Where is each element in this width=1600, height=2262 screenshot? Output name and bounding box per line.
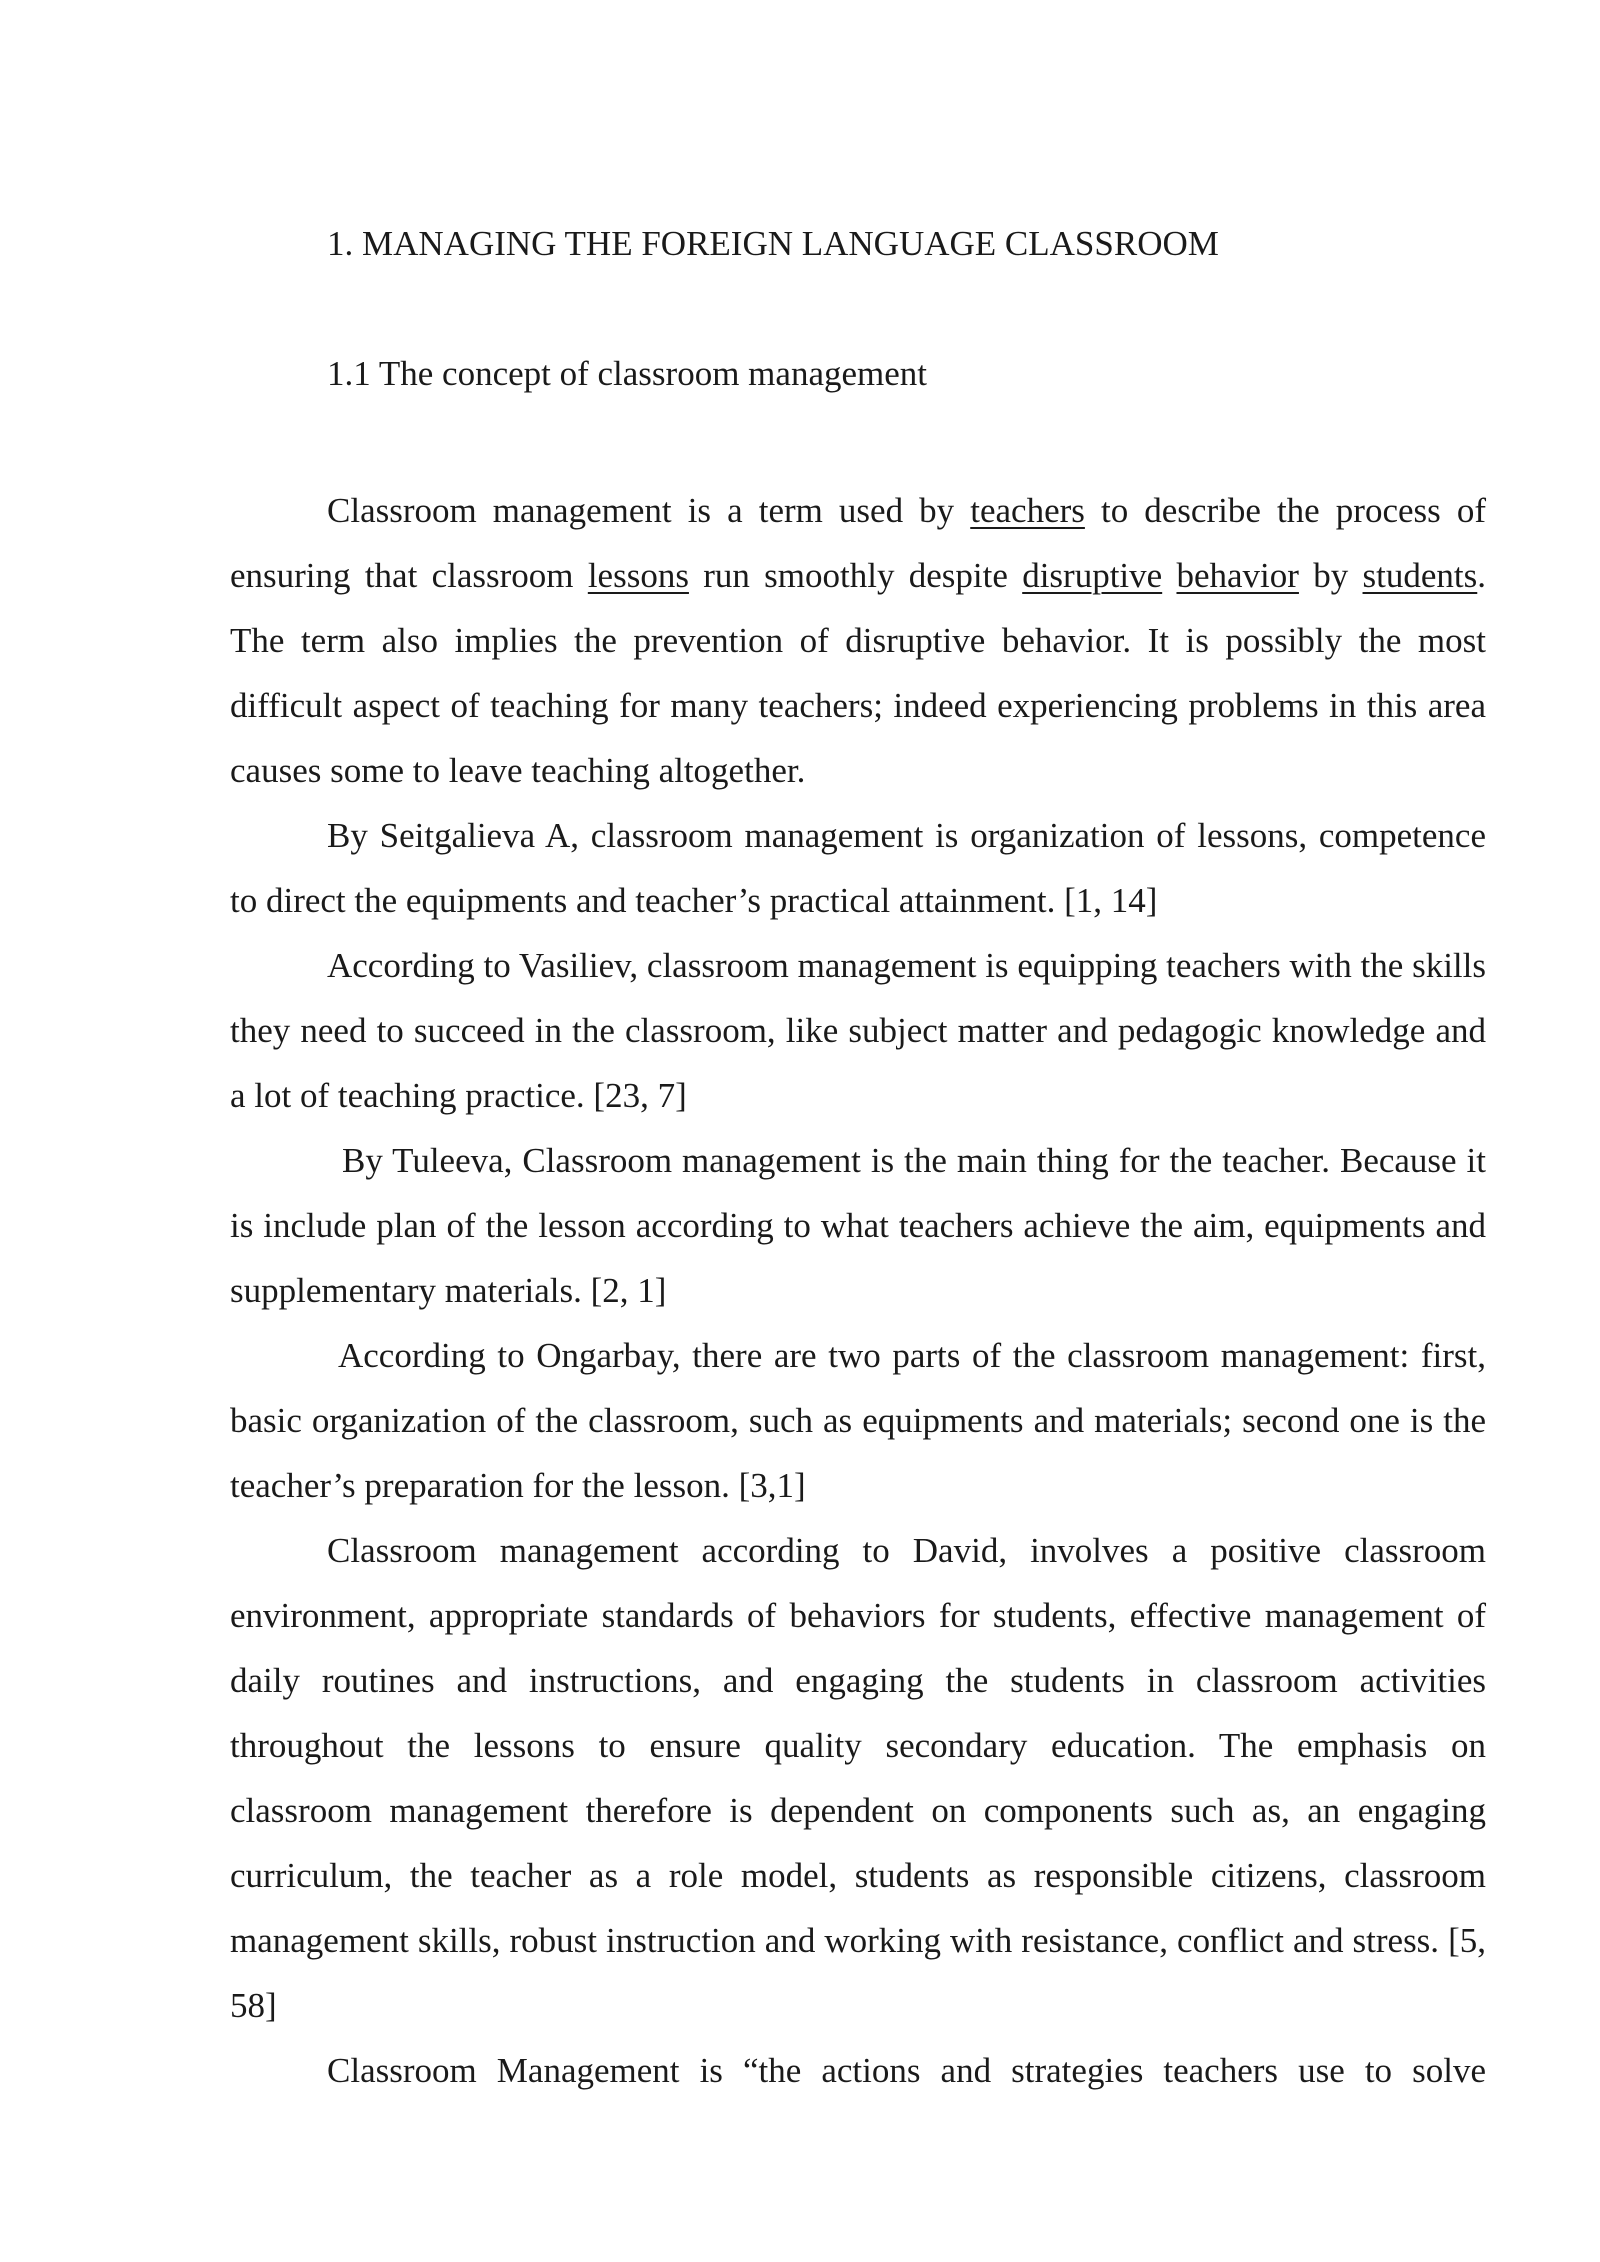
- paragraph-tuleeva: By Tuleeva, Classroom management is the main thing for the teacher. Because it is include plan of the lesson according to what teachers achieve the aim, equipments and supplementary materials. [2, 1]: [230, 1141, 1486, 1310]
- text-span: by: [1298, 556, 1363, 595]
- paragraph-definition: [230, 478, 1486, 803]
- chapter-heading: 1. MANAGING THE FOREIGN LANGUAGE CLASSROOM: [327, 224, 1219, 263]
- link-lessons[interactable]: lessons: [587, 556, 689, 595]
- paragraph-ongarbay: According to Ongarbay, there are two parts of the classroom management: first, basic organization of the classroom, such as equipments and materials; second one is the teacher’s preparation for the lesson. [3,1]: [230, 1336, 1486, 1505]
- link-teachers[interactable]: teachers: [970, 491, 1085, 530]
- text-span: run smoothly despite: [688, 556, 1023, 595]
- link-disruptive[interactable]: disruptive: [1022, 556, 1163, 595]
- document-page: [230, 218, 1486, 2103]
- text-span: to describe the process of ensuring that classroom: [230, 491, 1486, 595]
- section-heading: 1.1 The concept of classroom management: [327, 354, 927, 393]
- paragraph-classroom-management-actions: Classroom Management is “the actions and strategies teachers use to solve: [327, 2051, 1486, 2090]
- paragraph-seitgalieva: By Seitgalieva A, classroom management is organization of lessons, competence to direct the equipments and teacher’s practical attainment. [1, 14]: [230, 816, 1486, 920]
- link-students[interactable]: students: [1362, 556, 1478, 595]
- text-span: [1162, 556, 1176, 595]
- text-span: . The term also implies the prevention of disruptive behavior. It is possibly the most difficult aspect of teaching for many teachers; indeed experiencing problems in this area causes some to leave teaching altogether.: [230, 556, 1487, 790]
- link-behavior[interactable]: behavior: [1176, 556, 1299, 595]
- paragraph-vasiliev: According to Vasiliev, classroom management is equipping teachers with the skills they need to succeed in the classroom, like subject matter and pedagogic knowledge and a lot of teaching practice. [23, 7]: [230, 946, 1486, 1115]
- text-span: Classroom management is a term used by: [327, 491, 971, 530]
- paragraph-david: Classroom management according to David, involves a positive classroom environment, appropriate standards of behaviors for students, effective management of daily routines and instructions, and engaging the students in classroom activities throughout the lessons to ensure quality secondary education. The emphasis on classroom management therefore is dependent on components such as, an engaging curriculum, the teacher as a role model, students as responsible citizens, classroom management skills, robust instruction and working with resistance, conflict and stress. [5, 58]: [230, 1531, 1486, 2025]
